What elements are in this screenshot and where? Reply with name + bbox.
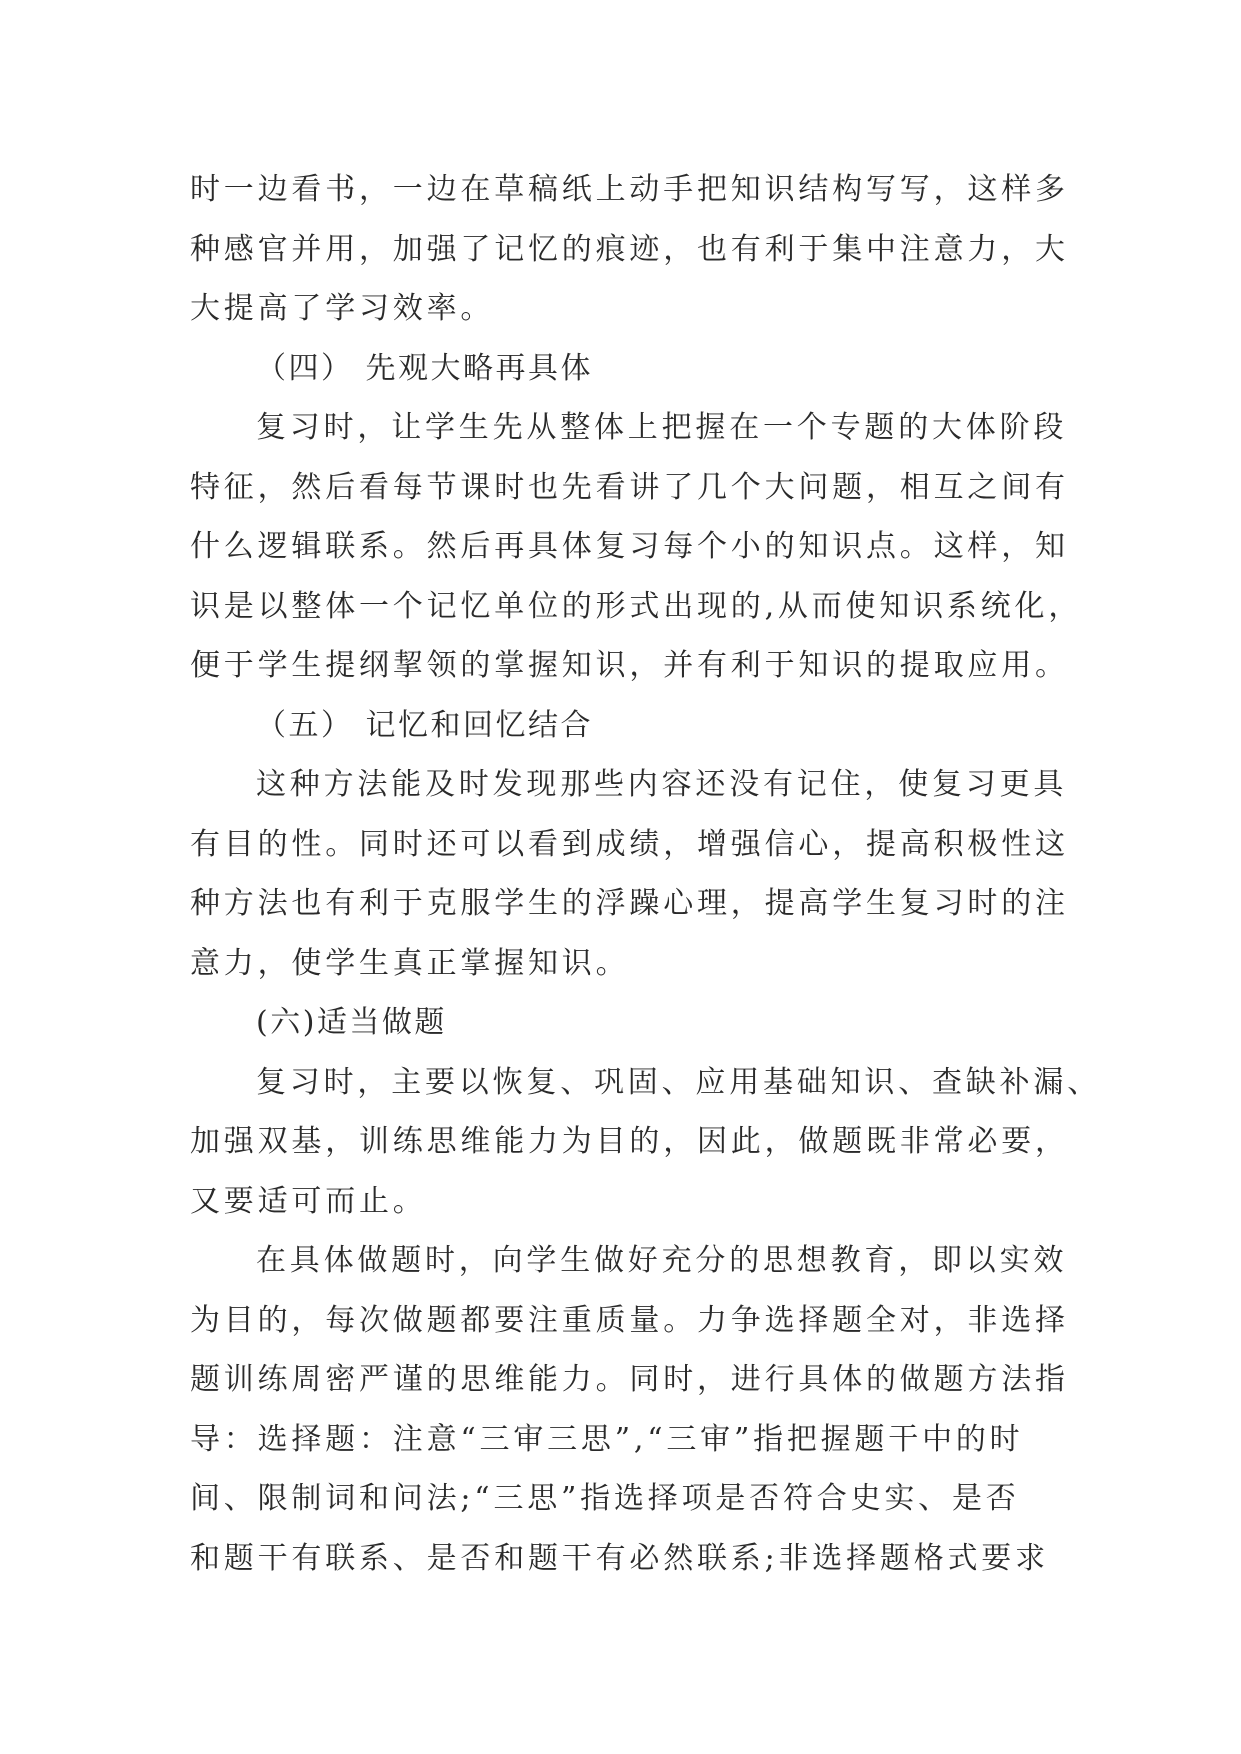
- text-line: 加强双基，训练思维能力为目的，因此，做题既非常必要，: [190, 1124, 1069, 1159]
- text-line: 导：选择题：注意“三审三思”,“三审”指把握题干中的时: [190, 1421, 1024, 1457]
- text-line: 便于学生提纲挈领的掌握知识，并有利于知识的提取应用。: [190, 648, 1069, 683]
- text-line: 有目的性。同时还可以看到成绩，增强信心，提高积极性这: [190, 826, 1069, 862]
- text-line: 大提高了学习效率。: [190, 291, 495, 326]
- text-line: 题训练周密严谨的思维能力。同时，进行具体的做题方法指: [190, 1362, 1069, 1397]
- text-line: 意力，使学生真正掌握知识。: [190, 945, 630, 981]
- text-line: 复习时，主要以恢复、巩固、应用基础知识、查缺补漏、: [256, 1064, 1101, 1100]
- text-line: 这种方法能及时发现那些内容还没有记住，使复习更具: [256, 767, 1068, 802]
- text-line: 种方法也有利于克服学生的浮躁心理，提高学生复习时的注: [190, 886, 1069, 921]
- section-heading: （四） 先观大略再具体: [256, 350, 594, 386]
- text-line: 特征，然后看每节课时也先看讲了几个大问题，相互之间有: [190, 469, 1069, 505]
- text-line: 什么逻辑联系。然后再具体复习每个小的知识点。这样，知: [190, 529, 1069, 564]
- text-line: 时一边看书，一边在草稿纸上动手把知识结构写写，这样多: [190, 172, 1069, 207]
- text-line: 又要适可而止。: [190, 1183, 427, 1219]
- text-line: 和题干有联系、是否和题干有必然联系;非选择题格式要求: [190, 1540, 1049, 1576]
- text-line: 为目的，每次做题都要注重质量。力争选择题全对，非选择: [190, 1302, 1069, 1338]
- section-heading: （五） 记忆和回忆结合: [256, 707, 594, 743]
- text-line: 在具体做题时，向学生做好充分的思想教育，即以实效: [256, 1243, 1068, 1278]
- document-body: [190, 160, 1101, 1588]
- text-line: 识是以整体一个记忆单位的形式出现的,从而使知识系统化，: [190, 588, 1083, 624]
- text-line: 种感官并用，加强了记忆的痕迹，也有利于集中注意力，大: [190, 231, 1069, 267]
- text-line: 间、限制词和问法;“三思”指选择项是否符合史实、是否: [190, 1481, 1020, 1516]
- section-heading: (六)适当做题: [256, 1005, 447, 1040]
- text-line: 复习时，让学生先从整体上把握在一个专题的大体阶段: [256, 410, 1068, 445]
